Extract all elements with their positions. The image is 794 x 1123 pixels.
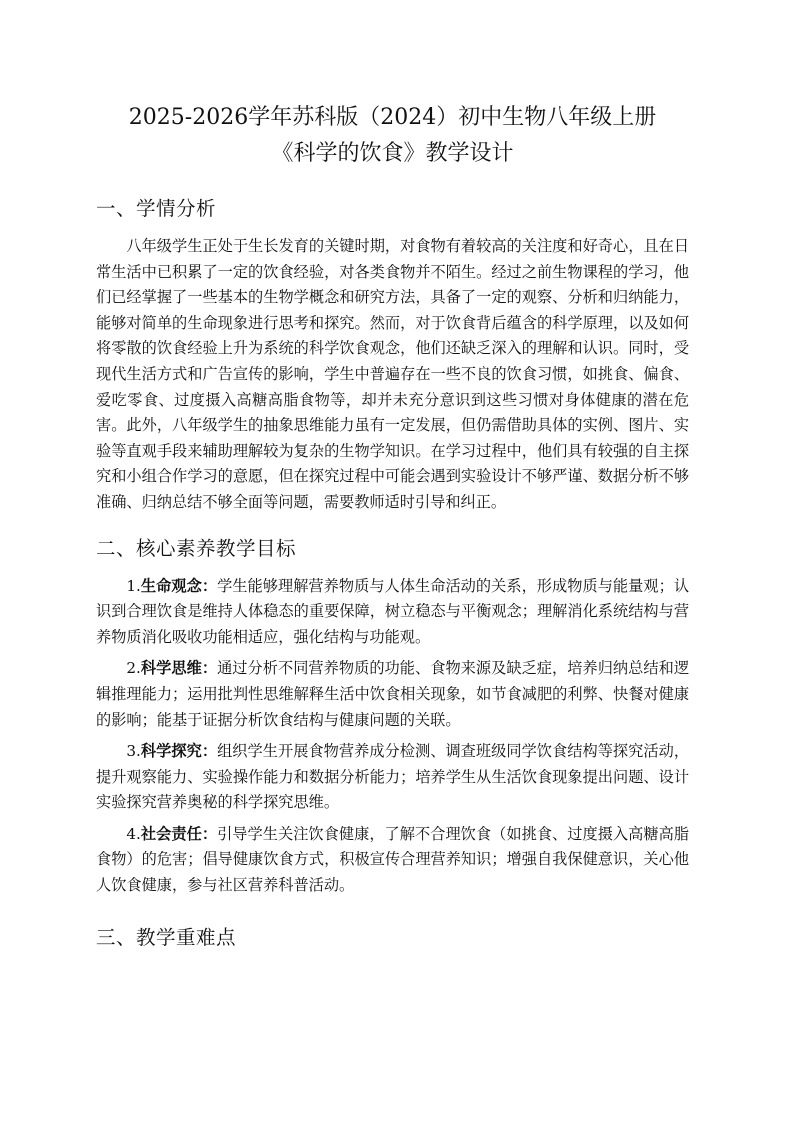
goal-item-scientific-thinking bbox=[96, 656, 689, 733]
section-heading-key-difficulties: 三、教学重难点 bbox=[96, 925, 237, 949]
goal-number: 2. bbox=[126, 659, 141, 678]
goal-number: 3. bbox=[126, 742, 141, 761]
goal-keyword: 社会责任： bbox=[140, 824, 218, 843]
section-heading-learner-analysis: 一、学情分析 bbox=[96, 197, 217, 220]
goal-text: 通过分析不同营养物质的功能、食物来源及缺乏症，培养归纳总结和逻辑推理能力；运用批判性思维解释生活中饮食相关现象，如节食减肥的利弊、快餐对健康的影响；能基于证据分析饮食结构与健康问题的关联。 bbox=[96, 659, 690, 729]
goal-number: 1. bbox=[126, 576, 141, 595]
document-title-line-1: 2025-2026学年苏科版（2024）初中生物八年级上册 bbox=[128, 105, 657, 130]
section-heading-teaching-goals: 二、核心素养教学目标 bbox=[96, 536, 297, 560]
goal-keyword: 科学思维： bbox=[140, 659, 218, 678]
goal-item-social-responsibility bbox=[96, 822, 689, 899]
document-title-line-2: 《科学的饮食》教学设计 bbox=[271, 141, 514, 166]
goal-keyword: 生命观念： bbox=[140, 576, 218, 595]
goal-text: 引导学生关注饮食健康，了解不合理饮食（如挑食、过度摄入高糖高脂食物）的危害；倡导健康饮食方式，积极宣传合理营养知识；增强自我保健意识，关心他人饮食健康，参与社区营养科普活动。 bbox=[96, 824, 690, 895]
learner-analysis-paragraph: 八年级学生正处于生长发育的关键时期，对食物有着较高的关注度和好奇心，且在日常生活中已积累了一定的饮食经验，对各类食物并不陌生。经过之前生物课程的学习，他们已经掌握了一些基本的生物学概念和研究方法，具备了一定的观察、分析和归纳能力，能够对简单的生命现象进行思考和探究。然而，对于饮食背后蕴含的科学原理，以及如何将零散的饮食经验上升为系统的科学饮食观念，他们还缺乏深入的理解和认识。同时，受现代生活方式和广告宣传的影响，学生中普遍存在一些不良的饮食习惯，如挑食、偏食、爱吃零食、过度摄入高糖高脂食物等，却并未充分意识到这些习惯对身体健康的潜在危害。此外，八年级学生的抽象思维能力虽有一定发展，但仍需借助具体的实例、图片、实验等直观手段来辅助理解较为复杂的生物学知识。在学习过程中，他们具有较强的自主探究和小组合作学习的意愿，但在探究过程中可能会遇到实验设计不够严谨、数据分析不够准确、归纳总结不够全面等问题，需要教师适时引导和纠正。 bbox=[96, 237, 689, 511]
goal-item-scientific-inquiry bbox=[96, 739, 689, 816]
goal-number: 4. bbox=[126, 824, 141, 843]
goal-item-life-concept bbox=[96, 574, 689, 651]
goal-keyword: 科学探究： bbox=[140, 742, 218, 761]
goal-text: 组织学生开展食物营养成分检测、调查班级同学饮食结构等探究活动，提升观察能力、实验操作能力和数据分析能力；培养学生从生活饮食现象提出问题、设计实验探究营养奥秘的科学探究思维。 bbox=[96, 742, 690, 812]
goal-text: 学生能够理解营养物质与人体生命活动的关系，形成物质与能量观；认识到合理饮食是维持人体稳态的重要保障，树立稳态与平衡观念；理解消化系统结构与营养物质消化吸收功能相适应，强化结构与功能观。 bbox=[96, 576, 690, 646]
teaching-goals-list bbox=[96, 574, 689, 899]
